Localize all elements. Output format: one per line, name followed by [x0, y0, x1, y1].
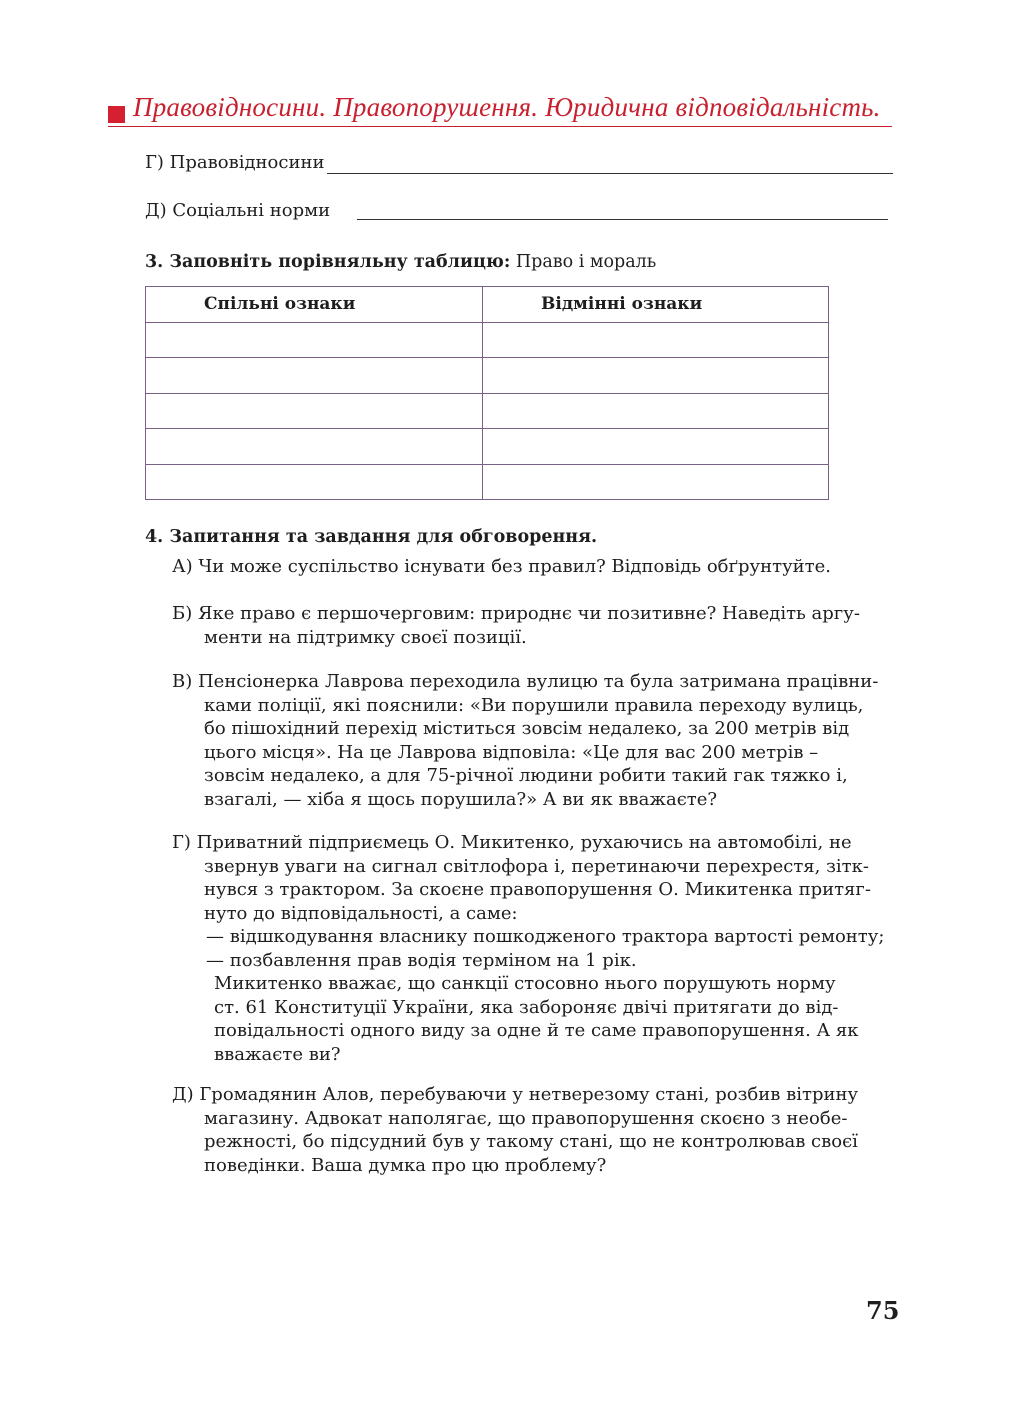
table-cell[interactable]: [146, 358, 483, 394]
table-cell[interactable]: [483, 322, 829, 358]
question-d: [172, 1083, 892, 1177]
text-line: менти на підтримку своєї позиції.: [204, 626, 527, 648]
table-row: [146, 322, 829, 358]
text-line: цього місця». На це Лаврова відповіла: «Це для вас 200 метрів –: [204, 741, 819, 763]
text-line: магазину. Адвокат наполягає, що правопорушення скоєно з необе-: [204, 1107, 848, 1129]
answer-blank[interactable]: [327, 173, 893, 174]
task3-heading-topic: Право і мораль: [510, 252, 657, 272]
table-cell[interactable]: [483, 429, 829, 465]
table-row: [146, 358, 829, 394]
text-line: бо пішохідний перехід міститься зовсім недалеко, за 200 метрів від: [204, 718, 850, 739]
table-cell[interactable]: [483, 358, 829, 394]
table-row: [146, 429, 829, 465]
list-item: — відшкодування власнику пошкодженого трактора вартості ремонту;: [206, 926, 885, 947]
text-line: Г) Приватний підприємець О. Микитенко, рухаючись на автомобілі, не: [172, 832, 852, 853]
red-square-marker-icon: [108, 106, 125, 123]
answer-blank[interactable]: [357, 219, 888, 220]
column-header-common: Спільні ознаки: [146, 287, 483, 323]
text-line: В) Пенсіонерка Лаврова переходила вулицю та була затримана працівни-: [172, 671, 879, 692]
text-line: режності, бо підсудний був у такому стані, що не контролював своєї: [204, 1131, 858, 1152]
task3-heading: [145, 252, 656, 272]
text-line: ками поліції, які пояснили: «Ви порушили правила переходу вулиць,: [204, 694, 864, 716]
text-line: Б) Яке право є першочерговим: природнє чи позитивне? Наведіть аргу-: [172, 603, 860, 624]
text-line: звернув уваги на сигнал світлофора і, перетинаючи перехрестя, зітк-: [204, 855, 869, 877]
fill-line-pravovidnosyny: [145, 152, 324, 173]
text-line: Микитенко вважає, що санкції стосовно нього порушують норму: [214, 973, 836, 994]
text-line: повідальності одного виду за одне й те саме правопорушення. А як: [214, 1020, 859, 1041]
fill-line-label: Г) Правовідносини: [145, 152, 325, 173]
list-item: — позбавлення прав водія терміном на 1 рік.: [206, 949, 637, 971]
table-cell[interactable]: [146, 322, 483, 358]
text-line: нувся з трактором. За скоєне правопорушення О. Микитенка притяг-: [204, 879, 871, 900]
text-line: зовсім недалеко, а для 75-річної людини робити такий гак тяжко і,: [204, 765, 848, 786]
page-number: 75: [866, 1296, 900, 1325]
chapter-header: [108, 92, 892, 127]
fill-line-sotsialni-normy: [145, 200, 330, 221]
table-header-row: [146, 287, 829, 323]
question-a: [172, 555, 892, 579]
fill-line-label: Д) Соціальні норми: [145, 200, 331, 221]
text-line: поведінки. Ваша думка про цю проблему?: [204, 1154, 607, 1176]
table-cell[interactable]: [146, 393, 483, 429]
table-row: [146, 464, 829, 500]
table-cell[interactable]: [483, 464, 829, 500]
question-g: [172, 831, 892, 1066]
text-line: Д) Громадянин Алов, перебуваючи у нетверезому стані, розбив вітрину: [172, 1084, 859, 1105]
comparison-table: [145, 286, 829, 500]
task4-heading: 4. Запитання та завдання для обговорення.: [145, 527, 598, 547]
column-header-distinct: Відмінні ознаки: [483, 287, 829, 323]
text-line: ст. 61 Конституції України, яка забороняє двічі притягати до від-: [214, 996, 839, 1018]
question-a-text: А) Чи може суспільство існувати без правил? Відповідь обґрунтуйте.: [172, 556, 832, 577]
task3-heading-bold: 3. Заповніть порівняльну таблицю:: [145, 252, 511, 272]
table-cell[interactable]: [483, 393, 829, 429]
question-b: [172, 602, 892, 649]
table-row: [146, 393, 829, 429]
text-line: нуто до відповідальності, а саме:: [204, 902, 518, 924]
table-cell[interactable]: [146, 429, 483, 465]
table-cell[interactable]: [146, 464, 483, 500]
question-v: [172, 670, 892, 811]
chapter-title: Правовідносини. Правопорушення. Юридична відповідальність.: [133, 92, 881, 122]
text-line: вважаєте ви?: [214, 1043, 341, 1065]
text-line: взагалі, — хіба я щось порушила?» А ви як вважаєте?: [204, 788, 718, 810]
